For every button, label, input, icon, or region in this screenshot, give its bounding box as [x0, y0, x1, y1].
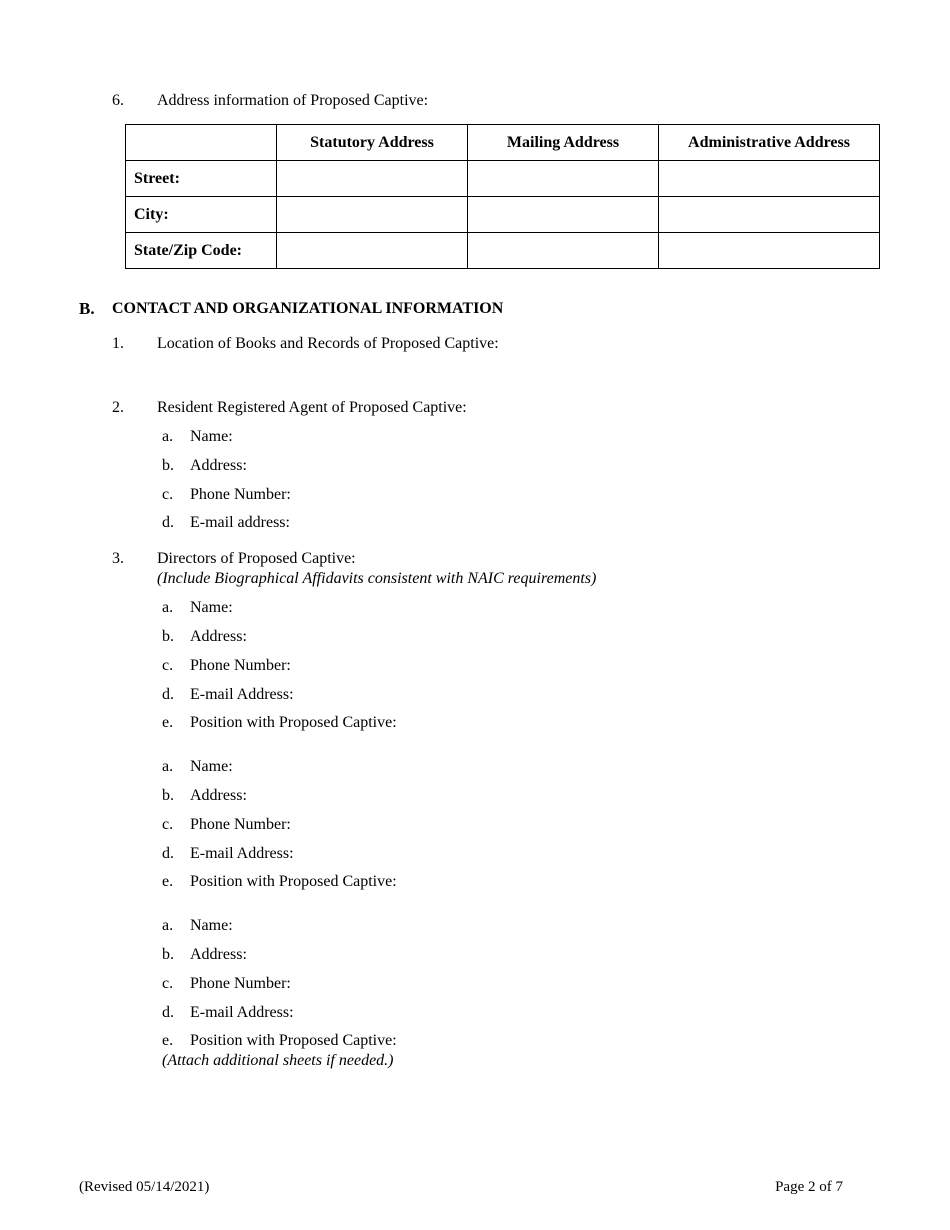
list-letter: e.: [162, 873, 174, 890]
administrative-street-cell[interactable]: [659, 161, 880, 197]
section-b-title: CONTACT AND ORGANIZATIONAL INFORMATION: [112, 300, 504, 317]
mailing-street-cell[interactable]: [468, 161, 659, 197]
address-table-header-row: [126, 125, 880, 161]
mailing-city-cell[interactable]: [468, 197, 659, 233]
agent-name-label: Name:: [190, 428, 233, 445]
administrative-state-zip-cell[interactable]: [659, 233, 880, 269]
address-table-header: Statutory Address: [277, 125, 468, 161]
address-table-header: [126, 125, 277, 161]
row-label: Street:: [126, 161, 277, 197]
item-3-number: 3.: [112, 550, 124, 567]
list-letter: e.: [162, 714, 174, 731]
director-1-name-label: Name:: [190, 599, 233, 616]
address-table-header: Administrative Address: [659, 125, 880, 161]
agent-address-label: Address:: [190, 457, 247, 474]
agent-email-label: E-mail address:: [190, 514, 290, 531]
list-letter: d.: [162, 686, 174, 703]
item-1-number: 1.: [112, 335, 124, 352]
statutory-street-cell[interactable]: [277, 161, 468, 197]
list-letter: a.: [162, 758, 174, 775]
director-2-phone-label: Phone Number:: [190, 816, 291, 833]
director-3-position-label: Position with Proposed Captive:: [190, 1032, 397, 1049]
item-3-note: (Include Biographical Affidavits consistent with NAIC requirements): [157, 570, 597, 587]
list-letter: b.: [162, 628, 174, 645]
director-3-name-label: Name:: [190, 917, 233, 934]
director-2-position-label: Position with Proposed Captive:: [190, 873, 397, 890]
director-3-phone-label: Phone Number:: [190, 975, 291, 992]
list-letter: c.: [162, 486, 174, 503]
page-number: Page 2 of 7: [775, 1179, 843, 1195]
list-letter: d.: [162, 1004, 174, 1021]
director-1-email-label: E-mail Address:: [190, 686, 294, 703]
list-letter: d.: [162, 845, 174, 862]
list-letter: c.: [162, 657, 174, 674]
list-letter: a.: [162, 428, 174, 445]
list-letter: a.: [162, 599, 174, 616]
address-table-row-street: [126, 161, 880, 197]
list-letter: c.: [162, 816, 174, 833]
attach-note: (Attach additional sheets if needed.): [162, 1052, 394, 1069]
mailing-state-zip-cell[interactable]: [468, 233, 659, 269]
item-6-number: 6.: [112, 92, 124, 109]
list-letter: d.: [162, 514, 174, 531]
address-table: [125, 124, 880, 269]
list-letter: b.: [162, 946, 174, 963]
director-3-address-label: Address:: [190, 946, 247, 963]
director-1-phone-label: Phone Number:: [190, 657, 291, 674]
list-letter: c.: [162, 975, 174, 992]
list-letter: e.: [162, 1032, 174, 1049]
director-1-address-label: Address:: [190, 628, 247, 645]
administrative-city-cell[interactable]: [659, 197, 880, 233]
item-6-text: Address information of Proposed Captive:: [157, 92, 429, 109]
list-letter: b.: [162, 457, 174, 474]
item-2-text: Resident Registered Agent of Proposed Captive:: [157, 399, 467, 416]
address-table-row-state-zip: [126, 233, 880, 269]
statutory-state-zip-cell[interactable]: [277, 233, 468, 269]
list-letter: b.: [162, 787, 174, 804]
director-2-address-label: Address:: [190, 787, 247, 804]
item-2-number: 2.: [112, 399, 124, 416]
statutory-city-cell[interactable]: [277, 197, 468, 233]
row-label: State/Zip Code:: [126, 233, 277, 269]
item-1-text: Location of Books and Records of Proposed Captive:: [157, 335, 499, 352]
director-2-email-label: E-mail Address:: [190, 845, 294, 862]
director-3-email-label: E-mail Address:: [190, 1004, 294, 1021]
row-label: City:: [126, 197, 277, 233]
revised-date: (Revised 05/14/2021): [79, 1179, 210, 1195]
list-letter: a.: [162, 917, 174, 934]
section-b-letter: B.: [79, 299, 95, 318]
address-table-row-city: [126, 197, 880, 233]
agent-phone-label: Phone Number:: [190, 486, 291, 503]
item-3-text: Directors of Proposed Captive:: [157, 550, 356, 567]
director-2-name-label: Name:: [190, 758, 233, 775]
director-1-position-label: Position with Proposed Captive:: [190, 714, 397, 731]
address-table-header: Mailing Address: [468, 125, 659, 161]
